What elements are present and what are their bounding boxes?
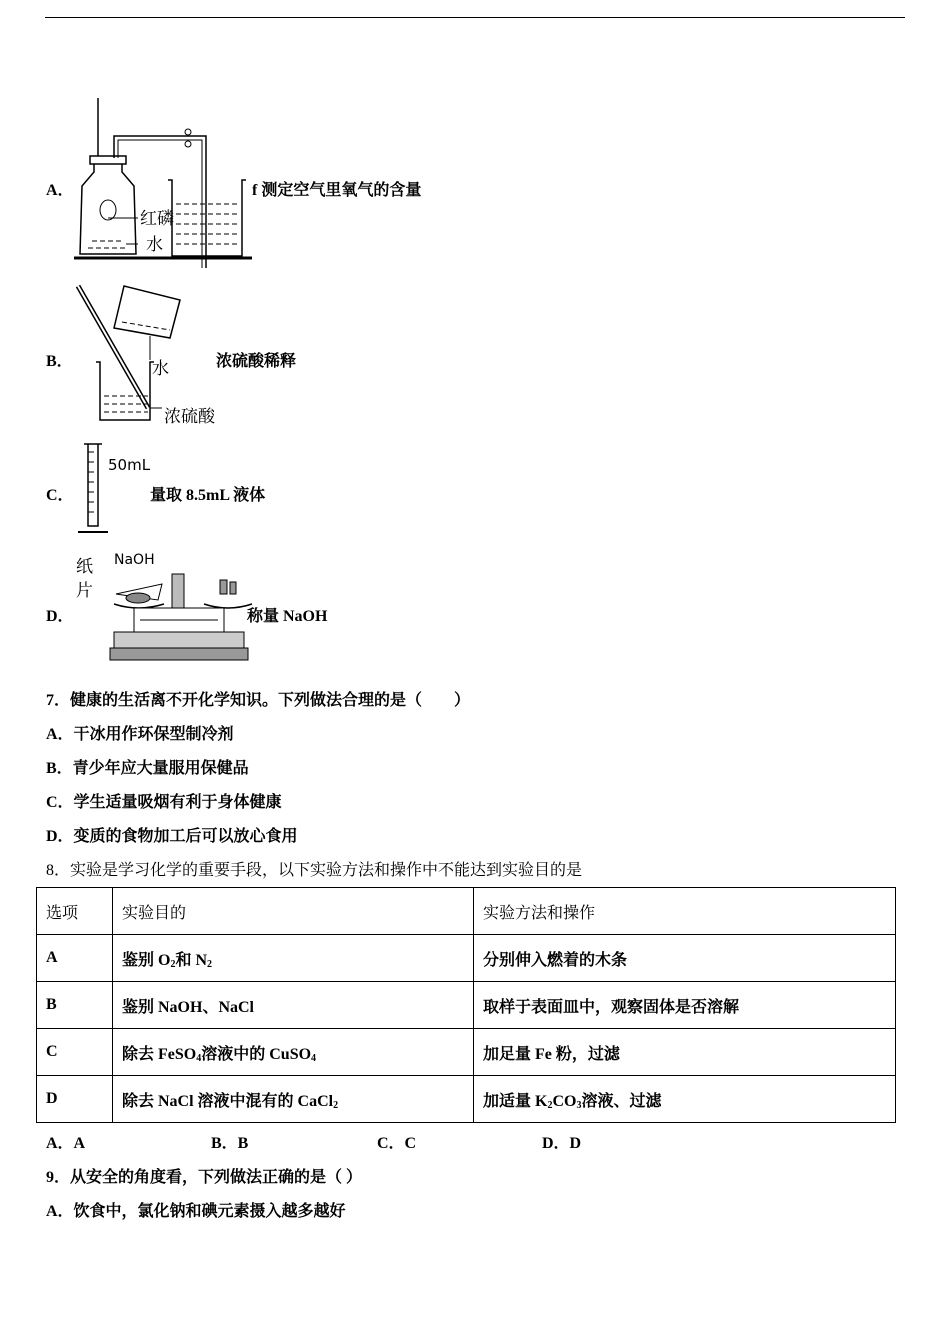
table-row [37, 1076, 896, 1123]
row-method: 加足量 Fe 粉，过滤 [474, 1029, 896, 1076]
table-row [37, 935, 896, 982]
balance-figure [72, 548, 252, 664]
q6-option-d-text: 称量 NaOH [247, 608, 328, 625]
q6-option-c-letter: C． [46, 487, 74, 504]
fig-a-label-red-phosphorus: 红磷 [140, 209, 174, 229]
q8-answer-a: A．A [46, 1135, 86, 1152]
table-row [37, 982, 896, 1029]
q7-option-c: C．学生适量吸烟有利于身体健康 [46, 794, 282, 811]
experiment-table [36, 887, 896, 1123]
fig-d-label-paper-1: 纸 [76, 557, 93, 577]
header-option: 选项 [37, 888, 113, 935]
header-method: 实验方法和操作 [474, 888, 896, 935]
row-goal: 鉴别 $O_2$和 $N_2$ [113, 935, 474, 982]
row-method: 分别伸入燃着的木条 [474, 935, 896, 982]
q8-answer-b: B．B [211, 1135, 249, 1152]
q7-option-a: A．干冰用作环保型制冷剂 [46, 726, 234, 743]
q7-option-d: D．变质的食物加工后可以放心食用 [46, 828, 298, 845]
row-goal: 鉴别 NaOH、NaCl [113, 982, 474, 1029]
row-method: 取样于表面皿中，观察固体是否溶解 [474, 982, 896, 1029]
fig-b-label-water: 水 [152, 359, 169, 379]
row-option: C [37, 1029, 113, 1076]
q9-option-a: A．饮食中，氯化钠和碘元素摄入越多越好 [46, 1203, 346, 1220]
q6-option-a-text: f 测定空气里氧气的含量 [252, 182, 422, 199]
q6-option-d-letter: D． [46, 608, 74, 625]
fig-d-label-paper-2: 片 [76, 581, 93, 601]
row-option: B [37, 982, 113, 1029]
q6-option-c-text: 量取 8.5mL 液体 [150, 487, 266, 504]
row-goal: 除去 NaCl 溶液中混有的 CaCl$_2$ [113, 1076, 474, 1123]
table-row [37, 1029, 896, 1076]
q7-stem: 7．健康的生活离不开化学知识。下列做法合理的是（ ） [46, 692, 471, 709]
fig-b-label-acid: 浓硫酸 [164, 407, 215, 427]
table-header-row [37, 888, 896, 935]
fig-d-label-naoh: NaOH [114, 552, 155, 568]
q8-answer-d: D．D [542, 1135, 582, 1152]
fig-c-label-capacity: 50mL [108, 456, 151, 474]
q7-option-b: B．青少年应大量服用保健品 [46, 760, 249, 777]
q8-stem: 8．实验是学习化学的重要手段，以下实验方法和操作中不能达到实验目的是 [46, 862, 583, 879]
q8-answer-c: C．C [377, 1135, 417, 1152]
graduated-cylinder-figure [74, 440, 160, 538]
header-rule [45, 17, 905, 18]
row-method: 加适量 $K_2CO_3$溶液、过滤 [474, 1076, 896, 1123]
fig-a-label-water: 水 [146, 235, 163, 255]
row-goal: 除去 FeSO$_4$溶液中的 CuSO$_4$ [113, 1029, 474, 1076]
acid-dilution-figure [70, 284, 230, 428]
row-option: D [37, 1076, 113, 1123]
q6-option-b-letter: B． [46, 353, 73, 370]
q6-option-b-text: 浓硫酸稀释 [216, 353, 297, 370]
q9-stem: 9．从安全的角度看，下列做法正确的是（ ） [46, 1169, 363, 1186]
q6-option-a-letter: A． [46, 182, 74, 199]
oxygen-content-apparatus-figure [70, 96, 260, 264]
header-goal: 实验目的 [113, 888, 474, 935]
row-option: A [37, 935, 113, 982]
